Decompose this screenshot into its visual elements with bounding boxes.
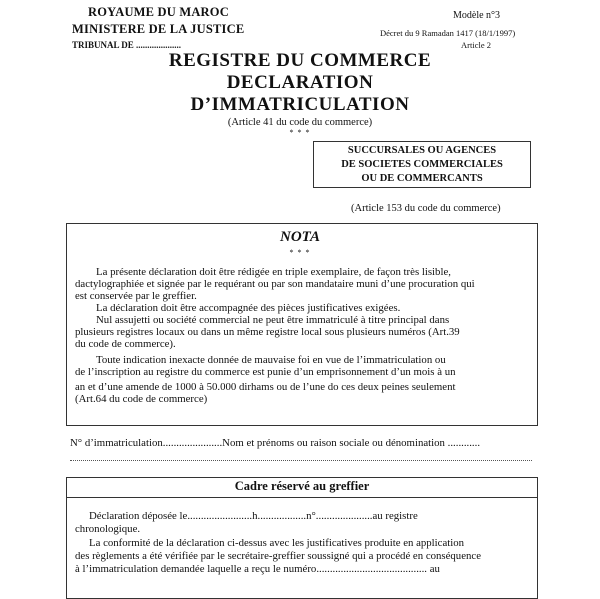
branch-box bbox=[313, 141, 531, 188]
greffier-line-4: des règlements a été vérifiée par le secrétaire-greffier soussigné qui a procédé en conséquence bbox=[75, 550, 481, 562]
nota-line-9: de l’inscription au registre du commerce est punie d’un emprisonnement d’un mois à un bbox=[75, 366, 456, 378]
registration-line[interactable]: N° d’immatriculation......................Nom et prénoms ou raison sociale ou dénomination ............ bbox=[70, 437, 481, 449]
branch-box-line-3: OU DE COMMERCANTS bbox=[361, 173, 483, 184]
title-line-2: DECLARATION bbox=[226, 72, 374, 93]
nota-line-8: Toute indication inexacte donnée de mauvaise foi en vue de l’immatriculation ou bbox=[96, 354, 446, 366]
nota-line-5: Nul assujetti ou société commercial ne peut être immatriculé à titre principal dans bbox=[96, 314, 450, 326]
registration-dotted-line[interactable] bbox=[70, 460, 532, 461]
title-line-3: D’IMMATRICULATION bbox=[190, 94, 410, 115]
model-label: Modèle n°3 bbox=[453, 10, 501, 21]
branch-box-line-1: SUCCURSALES OU AGENCES bbox=[347, 145, 497, 156]
greffier-line-5[interactable]: à l’immatriculation demandée laquelle a reçu le numéro......................................... au bbox=[75, 563, 440, 575]
nota-line-4: La déclaration doit être accompagnée des pièces justificatives exigées. bbox=[96, 302, 401, 314]
branch-article-label: (Article 153 du code du commerce) bbox=[351, 203, 501, 214]
greffier-line-2: chronologique. bbox=[75, 523, 141, 535]
tribunal-label: TRIBUNAL DE .................... bbox=[72, 40, 182, 50]
greffier-title: Cadre réservé au greffier bbox=[234, 479, 370, 493]
greffier-title-divider bbox=[66, 497, 538, 498]
nota-title: NOTA bbox=[279, 229, 320, 245]
title-subtitle: (Article 41 du code du commerce) bbox=[227, 117, 373, 128]
nota-line-10: an et d’une amende de 1000 à 50.000 dirhams ou de l’une do ces deux peines seulement bbox=[75, 381, 456, 393]
nota-stars: * * * bbox=[289, 248, 311, 257]
article-label: Article 2 bbox=[461, 40, 491, 50]
ministry-label: MINISTERE DE LA JUSTICE bbox=[72, 22, 245, 36]
nota-line-3: est conservée par le greffier. bbox=[75, 290, 197, 302]
nota-line-11: (Art.64 du code de commerce) bbox=[75, 393, 208, 405]
nota-line-1: La présente déclaration doit être rédigée en triple exemplaire, de façon très lisible, bbox=[96, 266, 451, 278]
nota-line-2: dactylographiée et signée par le requérant ou par son mandataire muni d’une procuration qui bbox=[75, 278, 475, 290]
nota-line-7: du code de commerce). bbox=[75, 338, 176, 350]
decree-label: Décret du 9 Ramadan 1417 (18/1/1997) bbox=[380, 28, 516, 38]
nota-line-6: plusieurs registres locaux ou dans un même registre local sous plusieurs numéros (Art.39 bbox=[75, 326, 460, 338]
title-line-1: REGISTRE DU COMMERCE bbox=[168, 50, 432, 71]
title-stars: * * * bbox=[289, 128, 311, 137]
greffier-line-1[interactable]: Déclaration déposée le........................h..................n°.....................au registre bbox=[89, 510, 418, 522]
kingdom-label: ROYAUME DU MAROC bbox=[88, 5, 229, 19]
greffier-line-3: La conformité de la déclaration ci-dessus avec les justificatives produite en application bbox=[89, 537, 465, 549]
branch-box-line-2: DE SOCIETES COMMERCIALES bbox=[341, 159, 503, 170]
